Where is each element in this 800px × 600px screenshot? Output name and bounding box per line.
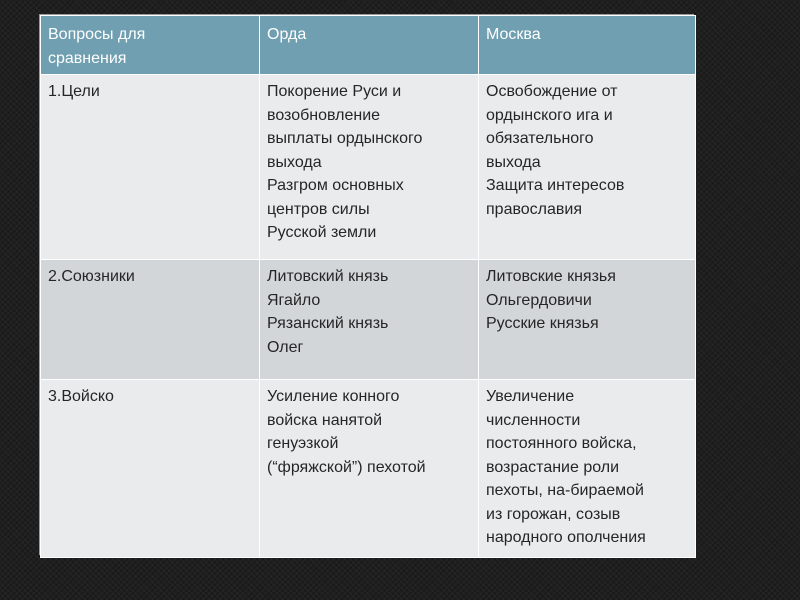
- table-row-goals: [41, 75, 696, 260]
- header-moscow: Москва: [479, 16, 696, 75]
- cell-moscow-goals: Освобождение от ордынского ига и обязательного выхода Защита интересов православия: [479, 75, 696, 260]
- cell-moscow-allies: Литовские князья Ольгердовичи Русские князья: [479, 260, 696, 380]
- cell-question-goals: 1.Цели: [41, 75, 260, 260]
- comparison-table-container: [39, 14, 694, 555]
- table-header-row: [41, 16, 696, 75]
- table-row-army: [41, 380, 696, 558]
- cell-moscow-army: Увеличение численности постоянного войска, возрастание роли пехоты, на-бираемой из горожан, созыв народного ополчения: [479, 380, 696, 558]
- cell-question-army: 3.Войско: [41, 380, 260, 558]
- cell-horde-allies: Литовский князь Ягайло Рязанский князь Олег: [260, 260, 479, 380]
- header-horde: Орда: [260, 16, 479, 75]
- comparison-table: [40, 15, 696, 558]
- cell-horde-army: Усиление конного войска нанятой генуэзкой (“фряжской”) пехотой: [260, 380, 479, 558]
- cell-question-allies: 2.Союзники: [41, 260, 260, 380]
- cell-horde-goals: Покорение Руси и возобновление выплаты ордынского выхода Разгром основных центров силы Русской земли: [260, 75, 479, 260]
- table-row-allies: [41, 260, 696, 380]
- header-questions: Вопросы для сравнения: [41, 16, 260, 75]
